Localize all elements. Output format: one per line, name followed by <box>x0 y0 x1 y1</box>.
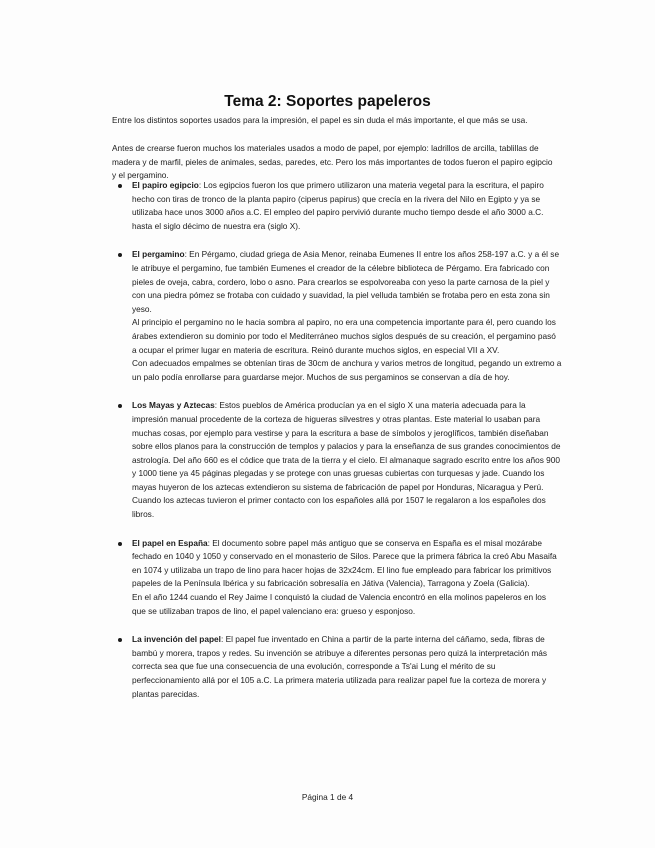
page-number: Página 1 de 4 <box>301 792 354 802</box>
bullet-icon <box>118 638 122 642</box>
section-paragraph: Al principio el pergamino no le hacia sombra al papiro, no era una competencia importante para él, pero cuando los árabes extendieron su dominio por todo el Mediterráneo muchos siglos después de su creación, el pergamino pasó a ocupar el primer lugar en materia de escritura. Reinó durante muchos siglos, en especial VII a XV. <box>132 317 556 355</box>
section-text: : En Pérgamo, ciudad griega de Asia Menor, reinaba Eumenes II entre los años 258-197 a.C. y a él se le atribuye el pergamino, fue también Eumenes el creador de la célebre biblioteca de Pérgamo. Era fabricado con pieles de oveja, cabra, cordero, lobo o asno. Para crearlos se espolvoreaba con yeso la parte carnosa de la piel y con una piedra pómez se frotaba con cuidado y suavidad, la piel velluda también se frotaba pero en esta zona sin yeso. <box>132 249 560 314</box>
section-paragraph <box>132 179 562 233</box>
intro-text: Antes de crearse fueron muchos los materiales usados a modo de papel, por ejemplo: ladrillos de arcilla, tablillas de madera y de marfil, pieles de animales, sedas, paredes, etc. Pero los más importantes de todos fueron el papiro egipcio y el pergamino. <box>112 143 553 180</box>
section-pergamino <box>112 248 562 384</box>
intro-paragraph-1 <box>112 114 557 128</box>
intro-text: Entre los distintos soportes usados para la impresión, el papel es sin duda el más importante, el que más se usa. <box>112 115 528 125</box>
sections-list <box>112 179 562 701</box>
bullet-icon <box>118 184 122 188</box>
bullet-icon <box>118 542 122 546</box>
bullet-icon <box>118 253 122 257</box>
section-term: El papel en España <box>132 537 208 548</box>
section-text: : Estos pueblos de América producían ya en el siglo X una materia adecuada para la impresión manual procedente de la corteza de higueras silvestres y otras plantas. Este material lo usaban para muchas cosas, por ejemplo para vestirse y para la escritura a base de símbolos y jeroglíficos, también diseñaban sobre ellos planos para la construcción de templos y palacios y para la enseñanza de sus grandes conocimientos de astrología. Del año 660 es el códice que trata de la tierra y el cielo. El almanaque sagrado escrito entre los años 900 y 1000 tiene ya 45 páginas plegadas y se protege con unas gruesas cubiertas con turquesas y jade. Cuando los mayas huyeron de los aztecas extendieron su sistema de fabricación de papel por Honduras, Nicaragua y Perú. Cuando los aztecas tuvieron el primer contacto con los españoles allá por 1507 le regalaron a los españoles dos libros. <box>132 400 561 520</box>
section-papiro <box>112 179 562 233</box>
section-paragraph <box>132 633 562 701</box>
section-text: : El documento sobre papel más antiguo que se conserva en España es el misal mozárabe fechado en 1040 y 1050 y conservado en el monasterio de Silos. Parece que la primera fábrica la creó Abu Masaifa en 1074 y utilizaba un trapo de lino para hacer hojas de 32x24cm. El lino fue empleado para fabricar los primitivos papeles de la Península Ibérica y su fabricación sobresalía en Játiva (Valencia), Tarragona y Zoela (Galicia). <box>132 537 557 589</box>
section-mayas-aztecas <box>112 399 562 521</box>
section-term: Los Mayas y Aztecas <box>132 400 215 411</box>
section-text: : El papel fue inventado en China a partir de la parte interna del cáñamo, seda, fibras de bambú y morera, trapos y redes. Su invención se atribuye a diferentes personas pero quizá la interpretación más correcta sea que fue una consecuencia de una evolución, corresponde a Ts'ai Lung el mérito de su perfeccionamiento allá por el 105 a.C. La primera materia utilizada para realizar papel fue la corteza de morera y plantas parecidas. <box>132 634 548 699</box>
intro-paragraph-2 <box>112 142 557 183</box>
section-paragraph <box>132 537 562 591</box>
section-term: El pergamino <box>132 249 185 260</box>
section-paragraph <box>132 399 562 521</box>
section-invencion-papel <box>112 633 562 701</box>
page-title: Tema 2: Soportes papeleros <box>224 93 431 110</box>
section-paragraph <box>132 248 562 316</box>
section-term: La invención del papel <box>132 634 221 645</box>
section-term: El papiro egipcio <box>132 180 199 190</box>
section-papel-espana <box>112 537 562 619</box>
section-text: : Los egipcios fueron los que primero utilizaron una materia vegetal para la escritura, el papiro hecho con tiras de tronco de la planta papiro (ciperus papirus) que crecía en la rivera del Nilo en Egipto y ya se utilizaba hace unos 3000 años a.C. El empleo del papiro pervivió durante mucho tiempo desde el año 3000 a.C. hasta el siglo décimo de nuestra era (siglo X). <box>132 180 544 231</box>
section-paragraph: Con adecuados empalmes se obtenían tiras de 30cm de anchura y varios metros de longitud, pegando un extremo a un palo podía enrollarse para guardarse mejor. Muchos de sus pergaminos se conservan a día de hoy. <box>132 358 562 382</box>
section-paragraph: En el año 1244 cuando el Rey Jaime I conquistó la ciudad de Valencia encontró en ella molinos papeleros en los que se utilizaban trapos de lino, el papel valenciano era: grueso y esponjoso. <box>132 592 547 616</box>
bullet-icon <box>118 404 122 408</box>
